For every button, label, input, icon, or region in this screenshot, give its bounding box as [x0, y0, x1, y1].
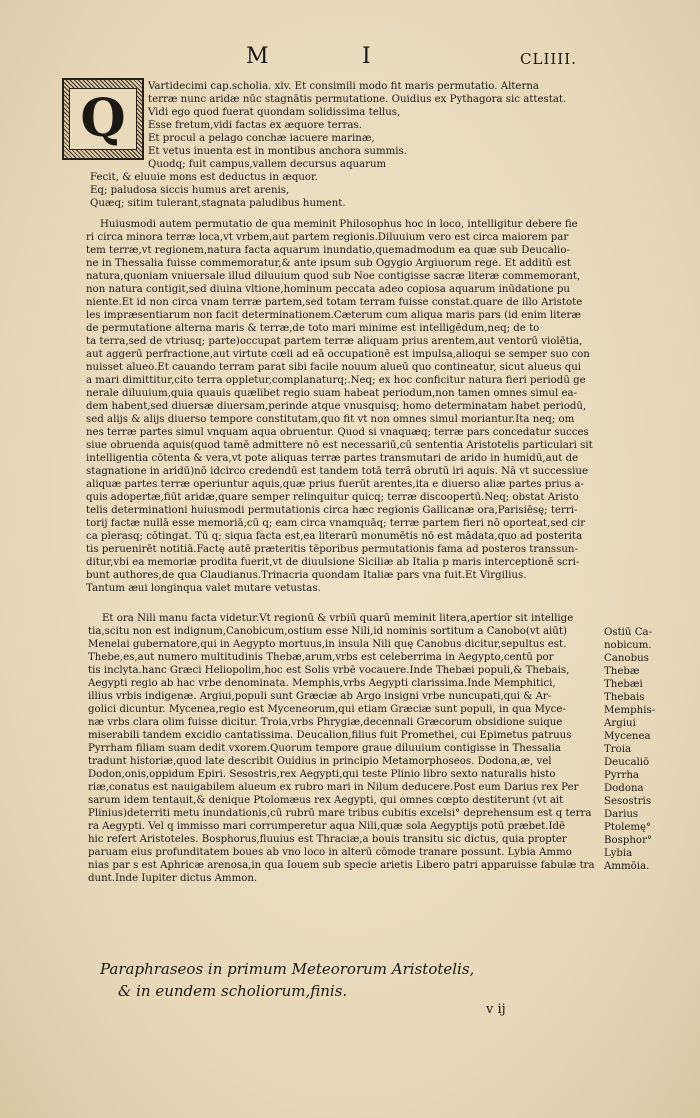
margin-note: Lybia [604, 848, 633, 859]
margin-note: nobicum. [604, 640, 652, 651]
text-line: Tantum æui longinqua valet mutare vetustas. [86, 583, 321, 594]
text-line: telis determinationi huiusmodi permutationis circa hæc regionis Gallicanæ ora,Parisiēsę; terri- [86, 505, 578, 516]
text-line: Eq; paludosa siccis humus aret arenis, [90, 185, 290, 196]
running-head-numeral: I [362, 44, 371, 69]
text-line: ne in Thessalia fuisse commemoratur,& ante ipsum sub Ogygio Argiuorum rege. Et additū est [86, 258, 571, 269]
text-line: Vartidecimi cap.scholia. xlv. Et consimili modo fit maris permutatio. Alterna [148, 81, 539, 92]
text-line: bunt authores,de qua Claudianus.Trinacria quondam Italiæ pars vna fuit.Et Virgilius. [86, 570, 527, 581]
margin-note: Dodona [604, 783, 644, 794]
text-line: golici dicuntur. Mycenea,regio est Myceneorum,qui etiam Græciæ sunt populi, in qua Myce- [88, 704, 566, 715]
text-line: Pyrrham filiam suam dedit vxorem.Quorum tempore graue diluuium contigisse in Thessalia [88, 743, 561, 754]
initial-letter: Q [69, 88, 136, 150]
margin-note: Thebais [604, 692, 645, 703]
text-line: Quodq; fuit campus,vallem decursus aquarum [148, 159, 387, 170]
text-line: de permutatione alterna maris & terræ,de toto mari minime est intelligēdum,neq; de to [86, 323, 540, 334]
margin-note: Deucaliō [604, 757, 650, 768]
text-line: stagnatione in aridū)nō idcirco credendū est tandem totā terrā obrutū iri aquis. Nā vt successiue [86, 466, 588, 477]
folio-number: CLIIII. [520, 50, 577, 68]
margin-note: Ammōia. [604, 861, 650, 872]
text-line: Fecit, & eluuie mons est deductus in æquor. [90, 172, 319, 183]
text-line: hic refert Aristoteles. Bosphorus,fluuius est Thraciæ,a bouis transitu sic dictus, quia propter [88, 834, 567, 845]
signature-mark: v ij [486, 1002, 506, 1017]
decorated-initial [62, 78, 144, 160]
margin-note: Thebæ [604, 666, 640, 677]
text-line: Vidi ego quod fuerat quondam solidissima tellus, [148, 107, 401, 118]
text-line: a mari dimittitur,cito terra oppletur,complanaturq;.Neq; ex hoc conficitur natura fieri periodū ge [86, 375, 586, 386]
margin-note: Canobus [604, 653, 649, 664]
page-header [0, 44, 700, 74]
text-line: siue obruenda aquis(quod tamē admittere nō est necessariū,cū sententia Aristotelis particulari sit [86, 440, 593, 451]
text-line: ta terra,sed de vtriusq; parte)occupat partem terræ aliquam prius arentem,aut ventorū violētia, [86, 336, 583, 347]
text-line: Menelai gubernatore,qui in Aegypto mortuus,in insula Nili quę Canobus dicitur,sepultus est. [88, 639, 567, 650]
text-line: miserabili tandem excidio cantatissima. Deucalion,filius fuit Promethei, cui Epimetus patruus [88, 730, 572, 741]
text-line: ri circa minora terræ loca,vt vrbem,aut partem regionis.Diluuium vero est circa maiorem par [86, 232, 569, 243]
text-line: Thebe,es,aut numero multitudinis Thebæ,arum,vrbs est celeberrima in Aegypto,centū por [88, 652, 554, 663]
text-line: ditur,vbi ea memoriæ prodita fuerit,vt de diuulsione Siciliæ ab Italia p maris interceptionē scri- [86, 557, 580, 568]
running-head-letter: M [246, 44, 270, 69]
margin-note: Troia [604, 744, 632, 755]
text-line: torij factæ nullā esse memoriā,cū q; eam circa vnamquāq; terræ partem fieri nō oporteat,sed cir [86, 518, 586, 529]
margin-note: Ostiū Ca- [604, 627, 653, 638]
text-line: Et procul a pelago conchæ iacuere marinæ, [148, 133, 375, 144]
text-line: Esse fretum,vidi factas ex æquore terras. [148, 120, 362, 131]
text-line: nias par s est Aphricæ arenosa,in qua Iouem sub specie arietis Libero patri apparuisse fabulæ tra [88, 860, 595, 871]
text-line: non natura contigit,sed diuina vltione,hominum peccata adeo copiosa aquarum inūdatione pu [86, 284, 570, 295]
text-line: Plinius)deterriti metu inundationis,cū rubrū mare tribus cubitis excelsi° deprehensum est q terra [88, 808, 592, 819]
text-line: nerale diluuium,quia quauis quælibet regio suam habeat periodum,non tamen omnes simul ea- [86, 388, 578, 399]
text-line: riæ,conatus est nauigabilem alueum ex rubro mari in Nilum deducere.Post eum Darius rex Per [88, 782, 579, 793]
text-line: intelligentia cōtenta & vera,vt pote aliquas terræ partes transmutari de arido in humidū,aut de [86, 453, 579, 464]
text-line: niente.Et id non circa vnam terræ partem,sed totam terram fuisse constat.quare de illo Aristote [86, 297, 583, 308]
text-line: sarum idem tentauit,& denique Ptolomæus rex Aegypti, qui omnes cœpto destiterunt (vt ait [88, 795, 564, 806]
margin-note: Bosphor° [604, 835, 653, 846]
text-line: dunt.Inde Iupiter dictus Ammon. [88, 873, 258, 884]
margin-note: Thebæi [604, 679, 643, 690]
text-line: nuisset alueo.Et cauando terram parat sibi facile nouum alueū quo contineatur, sicut alueus qui [86, 362, 582, 373]
text-line: les impræsentiarum non facit determinationem.Cæterum cum aliqua maris pars (id enim literæ [86, 310, 581, 321]
text-line: Aegypti regio ab hac vrbe denominata. Memphis,vrbs Aegypti clarissima.Inde Memphitici, [88, 678, 556, 689]
margin-note: Darius [604, 809, 639, 820]
text-line: aut aggerū perfractione,aut virtute cœli ad eā occupationē est impulsa,alioqui se semper suo con [86, 349, 590, 360]
margin-note: Argiui [604, 718, 636, 729]
text-line: illius vrbis indigenæ. Argiui,populi sunt Græciæ ab Argo insigni vrbe nuncupati,qui & Ar- [88, 691, 552, 702]
colophon-line-1: Paraphraseos in primum Meteororum Aristotelis, [100, 960, 475, 978]
text-line: quis adopertæ,fiūt aridæ,quare semper relinquitur quicq; terræ discoopertū.Neq; obstat Aristo [86, 492, 579, 503]
margin-note: Memphis- [604, 705, 656, 716]
text-line: paruam eius profunditatem boues ab vno loco in alterū cōmode tranare possunt. Lybia Ammo [88, 847, 572, 858]
text-line: tia,scitu non est indignum,Canobicum,ostium esse Nili,id nominis sortitum a Canobo(vt aiūt) [88, 626, 567, 637]
text-line: tis inclyta.hanc Græci Heliopolim,hoc est Solis vrbē vocauere.Inde Thebæi populi,& Thebais, [88, 665, 570, 676]
text-line: natura,quoniam vniuersale illud diluuium quod sub Noe contigisse sacræ literæ commemorant, [86, 271, 581, 282]
text-line: Dodon,onis,oppidum Epiri. Sesostris,rex Aegypti,qui teste Plinio libro sexto naturalis histo [88, 769, 556, 780]
text-line: tradunt historiæ,quod late describit Ouidius in principio Metamorphoseos. Dodona,æ, vel [88, 756, 552, 767]
text-line: aliquæ partes terræ operiuntur aquis,quæ prius fuerūt arentes,ita e diuerso aliæ partes prius a- [86, 479, 585, 490]
text-line: Et vetus inuenta est in montibus anchora summis. [148, 146, 408, 157]
margin-note: Ptolemę° [604, 822, 652, 833]
text-line: nes terræ partes simul vnquam aqua obruentur. Quod si vnaquæq; terræ pars concedatur succes [86, 427, 589, 438]
text-line: ra Aegypti. Vel q immisso mari corrumperetur aqua Nili,quæ sola Aegyptijs potū præbet.Idē [88, 821, 566, 832]
margin-note: Sesostris [604, 796, 652, 807]
text-line: tis peruenirēt notitiā.Factę autē præteritis tēporibus permutationis fama ad posteros transsun- [86, 544, 578, 555]
text-line: næ vrbs clara olim fuisse dicitur. Troia,vrbs Phrygiæ,decennali Græcorum obsidione suique [88, 717, 563, 728]
margin-note: Mycenea [604, 731, 651, 742]
text-line: sed alijs & alijs diuerso tempore constitutam,quo fit vt non omnes simul moriantur.Ita neq; om [86, 414, 575, 425]
text-line: Et ora Nili manu facta videtur.Vt regionū & vrbiū quarū meminit litera,apertior sit intellige [102, 613, 574, 624]
text-line: terræ nunc aridæ nūc stagnātis permutatione. Ouidius ex Pythagora sic attestat. [148, 94, 567, 105]
text-line: Quæq; sitim tulerant,stagnata paludibus hument. [90, 198, 346, 209]
text-line: dem habent,sed diuersæ diuersam,perinde atque vnusquisq; homo determinatam habet periodū, [86, 401, 587, 412]
text-line: tem terræ,vt regionem,natura facta aquarum inundatio,quemadmodum ea quæ sub Deucalio- [86, 245, 570, 256]
colophon-line-2: & in eundem scholiorum,finis. [118, 982, 348, 1000]
margin-note: Pyrrha [604, 770, 639, 781]
text-line: ca plerasq; cōtingat. Tū q; siqua facta est,ea literarū monumētis nō est mādata,quo ad posterita [86, 531, 583, 542]
text-line: Huiusmodi autem permutatio de qua meminit Philosophus hoc in loco, intelligitur debere fie [100, 219, 578, 230]
